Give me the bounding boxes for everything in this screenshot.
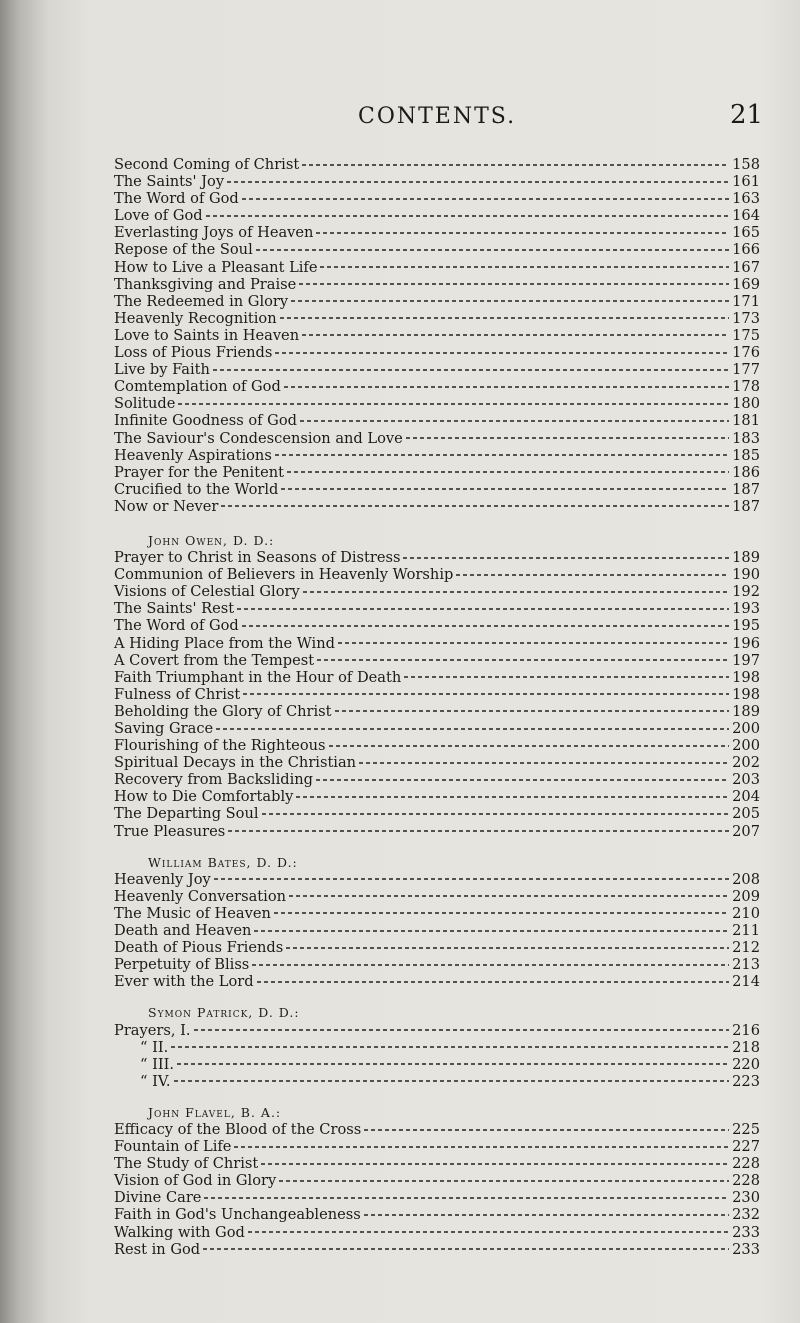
toc-entry-page: 200 — [732, 737, 760, 755]
dot-leader — [204, 1197, 729, 1199]
toc-entry-title: Fulness of Christ — [114, 685, 241, 703]
author-heading-patrick: Symon Patrick, D. D.: — [148, 1005, 300, 1021]
toc-entry-title: The Music of Heaven — [114, 904, 271, 922]
dot-leader — [214, 878, 729, 880]
toc-entry-page: 232 — [732, 1206, 760, 1224]
toc-entry-page: 225 — [732, 1120, 760, 1138]
toc-entry — [114, 259, 760, 276]
toc-entry-page: 189 — [732, 549, 760, 567]
toc-entry-title: Ever with the Lord — [114, 973, 254, 991]
toc-entry-page: 175 — [732, 326, 760, 344]
toc-entry-page: 212 — [732, 939, 760, 957]
dot-leader — [275, 352, 729, 354]
toc-entry-page: 204 — [732, 788, 760, 806]
toc-entry-page: 228 — [732, 1155, 760, 1173]
dot-leader — [403, 557, 729, 559]
toc-entry-title: Rest in God — [114, 1240, 201, 1258]
toc-entry-title: Prayers, I. — [114, 1021, 191, 1039]
toc-entry — [114, 447, 760, 464]
toc-entry — [114, 1172, 760, 1189]
dot-leader — [302, 334, 729, 336]
toc-entry — [114, 310, 760, 327]
toc-entry-page: 181 — [732, 412, 760, 430]
toc-entry-page: 169 — [732, 275, 760, 293]
toc-entry — [114, 973, 760, 990]
toc-entry-title: Heavenly Aspirations — [114, 446, 272, 464]
dot-leader — [320, 266, 729, 268]
toc-entry-title: Recovery from Backsliding — [114, 771, 313, 789]
toc-entry-title: A Hiding Place from the Wind — [114, 634, 335, 652]
toc-entry-page: 195 — [732, 617, 760, 635]
dot-leader — [275, 454, 729, 456]
toc-entry-page: 158 — [732, 156, 760, 173]
toc-entry-page: 163 — [732, 190, 760, 208]
toc-entry — [114, 754, 760, 771]
toc-entry — [114, 788, 760, 805]
toc-entry — [114, 1224, 760, 1241]
toc-entry — [114, 395, 760, 412]
toc-entry-title: Beholding the Glory of Christ — [114, 702, 332, 720]
dot-leader — [364, 1214, 729, 1216]
dot-leader — [359, 762, 729, 764]
toc-entry — [114, 241, 760, 258]
toc-entry — [114, 207, 760, 224]
toc-entry — [114, 1138, 760, 1155]
toc-section-2 — [114, 549, 760, 840]
toc-entry — [114, 583, 760, 600]
dot-leader — [228, 830, 729, 832]
toc-entry — [114, 939, 760, 956]
author-heading-flavel: John Flavel, B. A.: — [148, 1104, 282, 1120]
dot-leader — [262, 813, 730, 815]
toc-entry-title: Efficacy of the Blood of the Cross — [114, 1120, 362, 1138]
toc-entry-title: The Study of Christ — [114, 1155, 259, 1173]
toc-entry-title: Repose of the Soul — [114, 241, 253, 259]
toc-entry-title: Live by Faith — [114, 361, 210, 379]
dot-leader — [242, 625, 729, 627]
toc-entry — [114, 805, 760, 822]
toc-entry-title: The Word of God — [114, 617, 239, 635]
toc-entry — [114, 464, 760, 481]
author-heading-bates: William Bates, D. D.: — [148, 854, 298, 870]
dot-leader — [406, 437, 729, 439]
dot-leader — [280, 317, 730, 319]
toc-entry-page: 190 — [732, 566, 760, 584]
author-heading-owen: John Owen, D. D.: — [148, 532, 275, 548]
dot-leader — [316, 779, 729, 781]
toc-entry-page: 233 — [732, 1223, 760, 1241]
toc-entry-title: The Saviour's Condescension and Love — [114, 429, 403, 447]
toc-entry-page: 227 — [732, 1138, 760, 1156]
toc-entry — [114, 276, 760, 293]
toc-entry — [114, 1039, 760, 1056]
toc-entry — [114, 686, 760, 703]
toc-entry — [114, 1056, 760, 1073]
dot-leader — [216, 728, 729, 730]
toc-entry-title: Perpetuity of Bliss — [114, 956, 250, 974]
toc-entry-title: Loss of Pious Friends — [114, 344, 273, 362]
toc-entry — [114, 956, 760, 973]
toc-entry — [114, 498, 760, 515]
toc-entry — [114, 293, 760, 310]
dot-leader — [281, 488, 729, 490]
dot-leader — [206, 215, 730, 217]
toc-entry-title: How to Die Comfortably — [114, 788, 294, 806]
toc-entry-page: 177 — [732, 361, 760, 379]
dot-leader — [248, 1231, 729, 1233]
toc-entry-page: 207 — [732, 822, 760, 840]
dot-leader — [261, 1163, 729, 1165]
dot-leader — [316, 232, 729, 234]
toc-entry-page: 166 — [732, 241, 760, 259]
dot-leader — [174, 1080, 730, 1082]
toc-entry — [114, 327, 760, 344]
toc-entry — [114, 871, 760, 888]
toc-entry-page: 185 — [732, 446, 760, 464]
toc-entry — [114, 1206, 760, 1223]
toc-section-3 — [114, 871, 760, 991]
toc-entry — [114, 823, 760, 840]
dot-leader — [299, 283, 729, 285]
toc-entry-page: 210 — [732, 904, 760, 922]
toc-entry-page: 223 — [732, 1072, 760, 1090]
dot-leader — [254, 930, 729, 932]
toc-entry-page: 167 — [732, 258, 760, 276]
dot-leader — [302, 164, 729, 166]
toc-entry-title: Faith Triumphant in the Hour of Death — [114, 668, 402, 686]
toc-entry-title: Walking with God — [114, 1223, 245, 1241]
toc-entry — [114, 720, 760, 737]
toc-entry-page: 189 — [732, 702, 760, 720]
dot-leader — [404, 676, 729, 678]
page-header — [0, 100, 800, 136]
toc-entry-title: True Pleasures — [114, 822, 226, 840]
toc-entry-page: 192 — [732, 583, 760, 601]
toc-entry-page: 205 — [732, 805, 760, 823]
toc-entry — [114, 173, 760, 190]
toc-entry-title: Crucified to the World — [114, 480, 279, 498]
toc-entry — [114, 481, 760, 498]
toc-entry-title: The Redeemed in Glory — [114, 292, 289, 310]
toc-entry-page: 198 — [732, 668, 760, 686]
dot-leader — [300, 420, 729, 422]
toc-entry-title: Heavenly Joy — [114, 870, 211, 888]
page-title: CONTENTS. — [358, 104, 517, 129]
toc-entry — [114, 430, 760, 447]
toc-section-1 — [114, 156, 760, 515]
toc-entry-page: 216 — [732, 1021, 760, 1039]
dot-leader — [234, 1146, 729, 1148]
toc-entry-title: “ IV. — [140, 1072, 171, 1090]
toc-entry-title: Divine Care — [114, 1189, 202, 1207]
toc-entry — [114, 1022, 760, 1039]
dot-leader — [338, 642, 729, 644]
dot-leader — [317, 659, 729, 661]
toc-entry-page: 183 — [732, 429, 760, 447]
toc-entry-title: Solitude — [114, 395, 176, 413]
toc-entry — [114, 1189, 760, 1206]
dot-leader — [289, 895, 729, 897]
toc-entry-page: 176 — [732, 344, 760, 362]
toc-entry-page: 187 — [732, 497, 760, 515]
toc-entry-page: 165 — [732, 224, 760, 242]
toc-entry-page: 218 — [732, 1038, 760, 1056]
toc-entry-title: Love to Saints in Heaven — [114, 326, 300, 344]
toc-entry-page: 230 — [732, 1189, 760, 1207]
page-number: 21 — [730, 100, 764, 130]
toc-entry — [114, 600, 760, 617]
dot-leader — [178, 403, 729, 405]
dot-leader — [257, 981, 730, 983]
toc-entry-title: Second Coming of Christ — [114, 156, 300, 173]
toc-entry — [114, 224, 760, 241]
toc-entry — [114, 361, 760, 378]
toc-entry — [114, 156, 760, 173]
toc-entry-page: 171 — [732, 292, 760, 310]
toc-entry-page: 193 — [732, 600, 760, 618]
toc-entry — [114, 888, 760, 905]
toc-entry-title: Heavenly Conversation — [114, 887, 287, 905]
dot-leader — [274, 912, 729, 914]
toc-entry-page: 173 — [732, 309, 760, 327]
toc-entry-title: Death of Pious Friends — [114, 939, 284, 957]
dot-leader — [252, 964, 729, 966]
dot-leader — [329, 745, 730, 747]
toc-section-4 — [114, 1022, 760, 1090]
toc-entry — [114, 652, 760, 669]
toc-entry-title: The Saints' Rest — [114, 600, 235, 618]
dot-leader — [243, 693, 729, 695]
toc-entry — [114, 549, 760, 566]
toc-entry-title: Infinite Goodness of God — [114, 412, 297, 430]
toc-entry — [114, 905, 760, 922]
toc-entry-title: Communion of Believers in Heavenly Worship — [114, 566, 454, 584]
table-of-contents — [114, 156, 760, 1258]
dot-leader — [287, 471, 729, 473]
toc-entry — [114, 566, 760, 583]
toc-entry-page: 213 — [732, 956, 760, 974]
toc-entry-page: 161 — [732, 173, 760, 191]
toc-section-5 — [114, 1121, 760, 1258]
toc-entry-title: Prayer to Christ in Seasons of Distress — [114, 549, 401, 567]
dot-leader — [237, 608, 729, 610]
toc-entry-title: Comtemplation of God — [114, 378, 281, 396]
toc-entry — [114, 344, 760, 361]
dot-leader — [286, 947, 729, 949]
toc-entry-title: Vision of God in Glory — [114, 1172, 277, 1190]
dot-leader — [203, 1248, 729, 1250]
toc-entry — [114, 669, 760, 686]
toc-entry-page: 186 — [732, 463, 760, 481]
dot-leader — [279, 1180, 729, 1182]
dot-leader — [335, 710, 730, 712]
dot-leader — [221, 505, 729, 507]
toc-entry-page: 178 — [732, 378, 760, 396]
toc-entry — [114, 635, 760, 652]
dot-leader — [171, 1046, 729, 1048]
toc-entry-page: 180 — [732, 395, 760, 413]
toc-entry-title: Thanksgiving and Praise — [114, 275, 297, 293]
dot-leader — [194, 1029, 730, 1031]
toc-entry-title: Faith in God's Unchangeableness — [114, 1206, 361, 1224]
toc-entry-page: 202 — [732, 754, 760, 772]
toc-entry-title: Prayer for the Penitent — [114, 463, 284, 481]
toc-entry-title: Spiritual Decays in the Christian — [114, 754, 357, 772]
toc-entry-title: “ II. — [140, 1038, 169, 1056]
toc-entry-page: 187 — [732, 480, 760, 498]
toc-entry-page: 208 — [732, 870, 760, 888]
dot-leader — [213, 369, 729, 371]
toc-entry — [114, 703, 760, 720]
toc-entry-page: 164 — [732, 207, 760, 225]
toc-entry — [114, 771, 760, 788]
toc-entry-title: Death and Heaven — [114, 922, 252, 940]
toc-entry — [114, 1155, 760, 1172]
toc-entry — [114, 412, 760, 429]
toc-entry — [114, 1073, 760, 1090]
toc-entry-title: Now or Never — [114, 497, 219, 515]
dot-leader — [456, 574, 729, 576]
toc-entry-title: The Departing Soul — [114, 805, 259, 823]
dot-leader — [227, 181, 729, 183]
toc-entry-page: 233 — [732, 1240, 760, 1258]
toc-entry — [114, 1241, 760, 1258]
toc-entry-title: Love of God — [114, 207, 203, 225]
toc-entry-title: Flourishing of the Righteous — [114, 737, 326, 755]
toc-entry — [114, 617, 760, 634]
dot-leader — [303, 591, 729, 593]
toc-entry-page: 203 — [732, 771, 760, 789]
toc-entry-title: Visions of Celestial Glory — [114, 583, 300, 601]
toc-entry-page: 228 — [732, 1172, 760, 1190]
toc-entry-title: A Covert from the Tempest — [114, 651, 315, 669]
toc-entry-title: Saving Grace — [114, 720, 214, 737]
dot-leader — [364, 1129, 729, 1131]
toc-entry — [114, 378, 760, 395]
toc-entry-page: 200 — [732, 720, 760, 737]
toc-entry-title: Heavenly Recognition — [114, 309, 277, 327]
toc-entry-page: 196 — [732, 634, 760, 652]
toc-entry — [114, 1121, 760, 1138]
toc-entry-page: 197 — [732, 651, 760, 669]
dot-leader — [256, 249, 729, 251]
toc-entry-page: 209 — [732, 887, 760, 905]
toc-entry-page: 214 — [732, 973, 760, 991]
dot-leader — [284, 386, 729, 388]
toc-entry-page: 211 — [732, 922, 760, 940]
toc-entry — [114, 190, 760, 207]
toc-entry-title: Fountain of Life — [114, 1138, 232, 1156]
dot-leader — [177, 1063, 729, 1065]
dot-leader — [242, 198, 729, 200]
toc-entry — [114, 922, 760, 939]
toc-entry — [114, 737, 760, 754]
toc-entry-title: The Saints' Joy — [114, 173, 225, 191]
toc-entry-title: The Word of God — [114, 190, 239, 208]
toc-entry-page: 198 — [732, 685, 760, 703]
toc-entry-title: Everlasting Joys of Heaven — [114, 224, 314, 242]
toc-entry-title: How to Live a Pleasant Life — [114, 258, 318, 276]
toc-entry-title: “ III. — [140, 1055, 175, 1073]
toc-entry-page: 220 — [732, 1055, 760, 1073]
dot-leader — [296, 796, 729, 798]
dot-leader — [291, 300, 729, 302]
